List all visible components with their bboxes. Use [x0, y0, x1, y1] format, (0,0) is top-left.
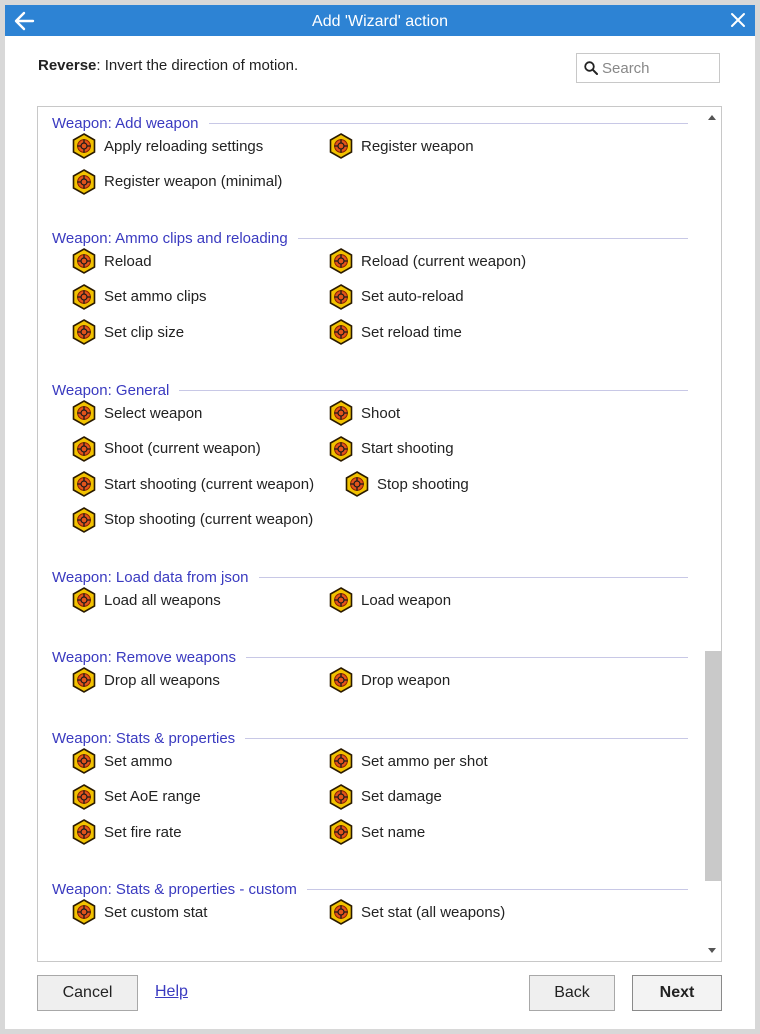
- group-title: Weapon: Add weapon: [52, 114, 199, 132]
- group-title: Weapon: General: [52, 381, 170, 399]
- weapon-crosshair-hexagon-icon: [72, 667, 96, 693]
- group-header: [52, 380, 688, 400]
- weapon-crosshair-hexagon-icon: [329, 899, 353, 925]
- group-divider: [259, 577, 688, 578]
- action-item[interactable]: [72, 400, 202, 426]
- action-item[interactable]: [72, 133, 263, 159]
- title-bar: [5, 5, 755, 36]
- weapon-crosshair-hexagon-icon: [72, 784, 96, 810]
- action-item-label: Stop shooting (current weapon): [104, 511, 314, 529]
- weapon-crosshair-hexagon-icon: [329, 436, 353, 462]
- action-item-label: Set clip size: [104, 323, 185, 341]
- weapon-crosshair-hexagon-icon: [72, 471, 96, 497]
- action-item[interactable]: [329, 284, 464, 310]
- weapon-crosshair-hexagon-icon: [72, 587, 96, 613]
- action-item[interactable]: [72, 667, 220, 693]
- action-item-label: Stop shooting: [377, 475, 469, 493]
- action-item[interactable]: [329, 436, 454, 462]
- group-header: [52, 728, 688, 748]
- close-icon[interactable]: [729, 11, 747, 29]
- weapon-crosshair-hexagon-icon: [72, 169, 96, 195]
- group-header: [52, 567, 688, 587]
- weapon-crosshair-hexagon-icon: [329, 819, 353, 845]
- weapon-crosshair-hexagon-icon: [72, 899, 96, 925]
- action-item[interactable]: [72, 436, 261, 462]
- action-item[interactable]: [72, 587, 221, 613]
- action-item[interactable]: [329, 784, 442, 810]
- weapon-crosshair-hexagon-icon: [329, 748, 353, 774]
- group-header: [52, 879, 688, 899]
- scroll-down-arrow-icon[interactable]: [703, 941, 721, 959]
- weapon-crosshair-hexagon-icon: [329, 248, 353, 274]
- action-item-label: Set auto-reload: [361, 288, 464, 306]
- action-item-label: Set stat (all weapons): [361, 903, 506, 921]
- group-divider: [307, 889, 688, 890]
- weapon-crosshair-hexagon-icon: [72, 819, 96, 845]
- description-label: Reverse: [38, 57, 97, 74]
- cancel-button[interactable]: Cancel: [37, 975, 138, 1011]
- action-item-label: Set ammo per shot: [361, 752, 488, 770]
- action-item-label: Register weapon: [361, 137, 474, 155]
- search-box[interactable]: [576, 53, 720, 83]
- group-title: Weapon: Remove weapons: [52, 648, 236, 666]
- group-title: Weapon: Stats & properties - custom: [52, 880, 297, 898]
- action-item-label: Load weapon: [361, 591, 452, 609]
- action-item-label: Shoot: [361, 404, 401, 422]
- scrollbar-thumb[interactable]: [705, 651, 721, 881]
- action-item[interactable]: [345, 471, 469, 497]
- help-link[interactable]: Help: [155, 983, 188, 1000]
- group-header: [52, 113, 688, 133]
- weapon-crosshair-hexagon-icon: [72, 284, 96, 310]
- scroll-up-arrow-icon[interactable]: [703, 109, 721, 127]
- group-title: Weapon: Ammo clips and reloading: [52, 229, 288, 247]
- vertical-scrollbar[interactable]: [703, 107, 721, 961]
- action-item[interactable]: [72, 899, 207, 925]
- next-button[interactable]: Next: [632, 975, 722, 1011]
- action-item[interactable]: [72, 471, 314, 497]
- action-item-label: Apply reloading settings: [104, 137, 264, 155]
- dialog-title: Add 'Wizard' action: [312, 13, 448, 30]
- action-item-label: Set damage: [361, 788, 442, 806]
- action-item-label: Start shooting (current weapon): [104, 475, 315, 493]
- weapon-crosshair-hexagon-icon: [72, 748, 96, 774]
- search-icon: [584, 61, 598, 75]
- action-item[interactable]: [72, 507, 313, 533]
- action-item-label: Set ammo clips: [104, 288, 207, 306]
- description-text: : Invert the direction of motion.: [96, 57, 299, 74]
- action-item-label: Set reload time: [361, 323, 462, 341]
- action-item-label: Set fire rate: [104, 823, 182, 841]
- weapon-crosshair-hexagon-icon: [329, 319, 353, 345]
- group-header: [52, 647, 688, 667]
- action-item-label: Load all weapons: [104, 591, 221, 609]
- action-item-label: Drop weapon: [361, 671, 451, 689]
- weapon-crosshair-hexagon-icon: [329, 667, 353, 693]
- action-item[interactable]: [329, 748, 488, 774]
- action-description: [38, 57, 298, 74]
- action-item-label: Set AoE range: [104, 788, 201, 806]
- group-divider: [245, 738, 688, 739]
- group-title: Weapon: Stats & properties: [52, 729, 236, 747]
- action-item[interactable]: [72, 169, 282, 195]
- add-action-dialog: [5, 5, 755, 1029]
- action-item-label: Select weapon: [104, 404, 203, 422]
- weapon-crosshair-hexagon-icon: [329, 400, 353, 426]
- action-item-label: Shoot (current weapon): [104, 440, 261, 458]
- action-item-label: Start shooting: [361, 440, 454, 458]
- weapon-crosshair-hexagon-icon: [72, 248, 96, 274]
- action-item-label: Reload (current weapon): [361, 252, 527, 270]
- action-item-label: Set ammo: [104, 752, 173, 770]
- action-item[interactable]: [329, 400, 400, 426]
- action-item[interactable]: [72, 819, 182, 845]
- back-button[interactable]: Back: [529, 975, 615, 1011]
- weapon-crosshair-hexagon-icon: [329, 587, 353, 613]
- action-list[interactable]: [37, 106, 722, 962]
- action-item[interactable]: [329, 667, 450, 693]
- action-item[interactable]: [72, 319, 184, 345]
- group-header: [52, 228, 688, 248]
- action-item-label: Set name: [361, 823, 426, 841]
- action-item-label: Set custom stat: [104, 903, 208, 921]
- action-item-label: Reload: [104, 252, 152, 270]
- search-input[interactable]: [602, 57, 714, 79]
- group-divider: [179, 390, 688, 391]
- weapon-crosshair-hexagon-icon: [329, 284, 353, 310]
- weapon-crosshair-hexagon-icon: [72, 507, 96, 533]
- weapon-crosshair-hexagon-icon: [72, 319, 96, 345]
- action-item[interactable]: [329, 587, 451, 613]
- weapon-crosshair-hexagon-icon: [72, 400, 96, 426]
- weapon-crosshair-hexagon-icon: [329, 133, 353, 159]
- action-item[interactable]: [329, 133, 474, 159]
- group-divider: [246, 657, 688, 658]
- group-divider: [298, 238, 688, 239]
- action-item[interactable]: [72, 284, 207, 310]
- group-title: Weapon: Load data from json: [52, 568, 249, 586]
- group-divider: [209, 123, 688, 124]
- action-item[interactable]: [72, 748, 172, 774]
- weapon-crosshair-hexagon-icon: [72, 436, 96, 462]
- action-item[interactable]: [329, 248, 526, 274]
- action-item-label: Register weapon (minimal): [104, 173, 283, 191]
- weapon-crosshair-hexagon-icon: [345, 471, 369, 497]
- action-item[interactable]: [329, 819, 425, 845]
- action-item-label: Drop all weapons: [104, 671, 220, 689]
- action-item[interactable]: [329, 899, 505, 925]
- action-item[interactable]: [329, 319, 462, 345]
- action-item[interactable]: [72, 248, 152, 274]
- action-item[interactable]: [72, 784, 201, 810]
- weapon-crosshair-hexagon-icon: [72, 133, 96, 159]
- weapon-crosshair-hexagon-icon: [329, 784, 353, 810]
